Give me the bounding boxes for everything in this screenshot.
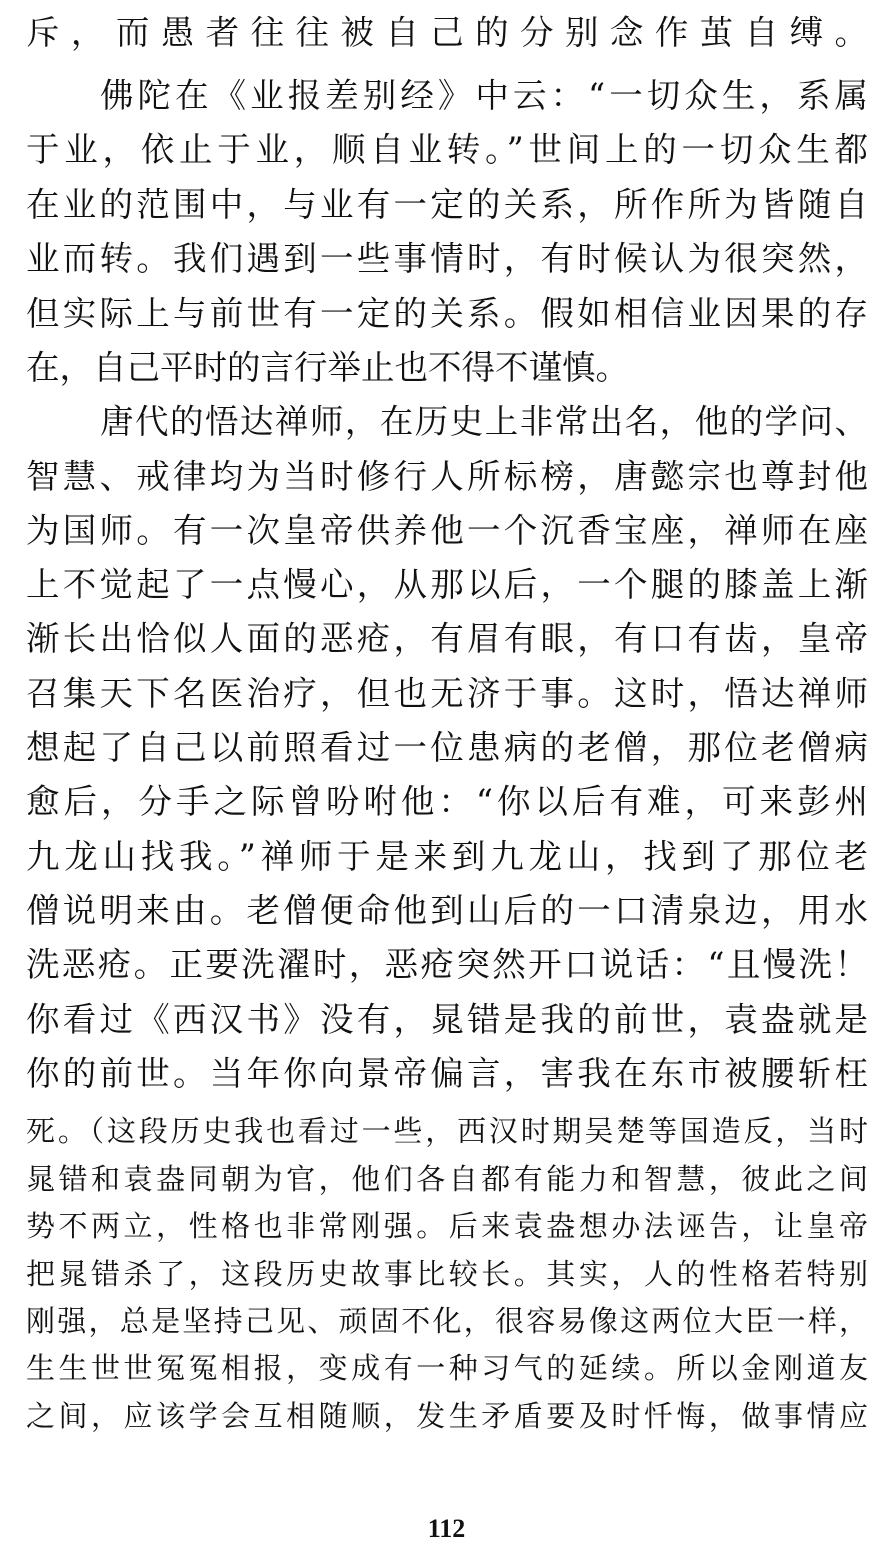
text-line: 为国师。有一次皇帝供养他一个沉香宝座，禅师在座 (26, 511, 868, 550)
text-line: 晁错和袁盎同朝为官，他们各自都有能力和智慧，彼此之间 (26, 1162, 868, 1196)
text-line: 于业，依止于业，顺自业转。”世间上的一切众生都 (26, 130, 868, 169)
text-line: 你的前世。当年你向景帝偏言，害我在东市被腰斩枉 (26, 1054, 868, 1093)
paragraph-start-line: 唐代的悟达禅师，在历史上非常出名，他的学问、 (100, 402, 868, 441)
text-line: 愈后，分手之际曾吩咐他：“你以后有难，可来彭州 (26, 782, 868, 821)
text-line: 在业的范围中，与业有一定的关系，所作所为皆随自 (26, 185, 868, 224)
text-line: 但实际上与前世有一定的关系。假如相信业因果的存 (26, 294, 868, 333)
text-line: 洗恶疮。正要洗濯时，恶疮突然开口说话：“且慢洗！ (26, 945, 868, 984)
text-line: 想起了自己以前照看过一位患病的老僧，那位老僧病 (26, 728, 868, 767)
text-line: 生生世世冤冤相报，变成有一种习气的延续。所以金刚道友 (26, 1351, 868, 1385)
text-line: 召集天下名医治疗，但也无济于事。这时，悟达禅师 (26, 674, 868, 713)
text-line: 上不觉起了一点慢心，从那以后，一个腿的膝盖上渐 (26, 565, 868, 604)
text-line: 斥，而愚者往往被自己的分别念作茧自缚。 (26, 13, 868, 52)
paragraph-start-line: 佛陀在《业报差别经》中云：“一切众生，系属 (100, 76, 868, 115)
text-line: 业而转。我们遇到一些事情时，有时候认为很突然， (26, 239, 868, 278)
text-line: 你看过《西汉书》没有，晁错是我的前世，袁盎就是 (26, 1000, 868, 1039)
text-line: 把晁错杀了，这段历史故事比较长。其实，人的性格若特别 (26, 1257, 868, 1291)
text-line: 智慧、戒律均为当时修行人所标榜，唐懿宗也尊封他 (26, 457, 868, 496)
page-number: 112 (427, 1514, 466, 1543)
text-line: 渐长出恰似人面的恶疮，有眉有眼，有口有齿，皇帝 (26, 619, 868, 658)
text-line: 在，自己平时的言行举止也不得不谨慎。 (26, 348, 629, 387)
text-line: 九龙山找我。”禅师于是来到九龙山，找到了那位老 (26, 837, 868, 876)
text-line: 之间，应该学会互相随顺，发生矛盾要及时忏悔，做事情应 (26, 1399, 868, 1433)
text-line: 刚强，总是坚持己见、顽固不化，很容易像这两位大臣一样， (26, 1304, 868, 1338)
text-line: 僧说明来由。老僧便命他到山后的一口清泉边，用水 (26, 891, 868, 930)
text-line: 势不两立，性格也非常刚强。后来袁盎想办法诬告，让皇帝 (26, 1209, 868, 1243)
text-line: 死。（这段历史我也看过一些，西汉时期吴楚等国造反，当时 (26, 1114, 868, 1148)
